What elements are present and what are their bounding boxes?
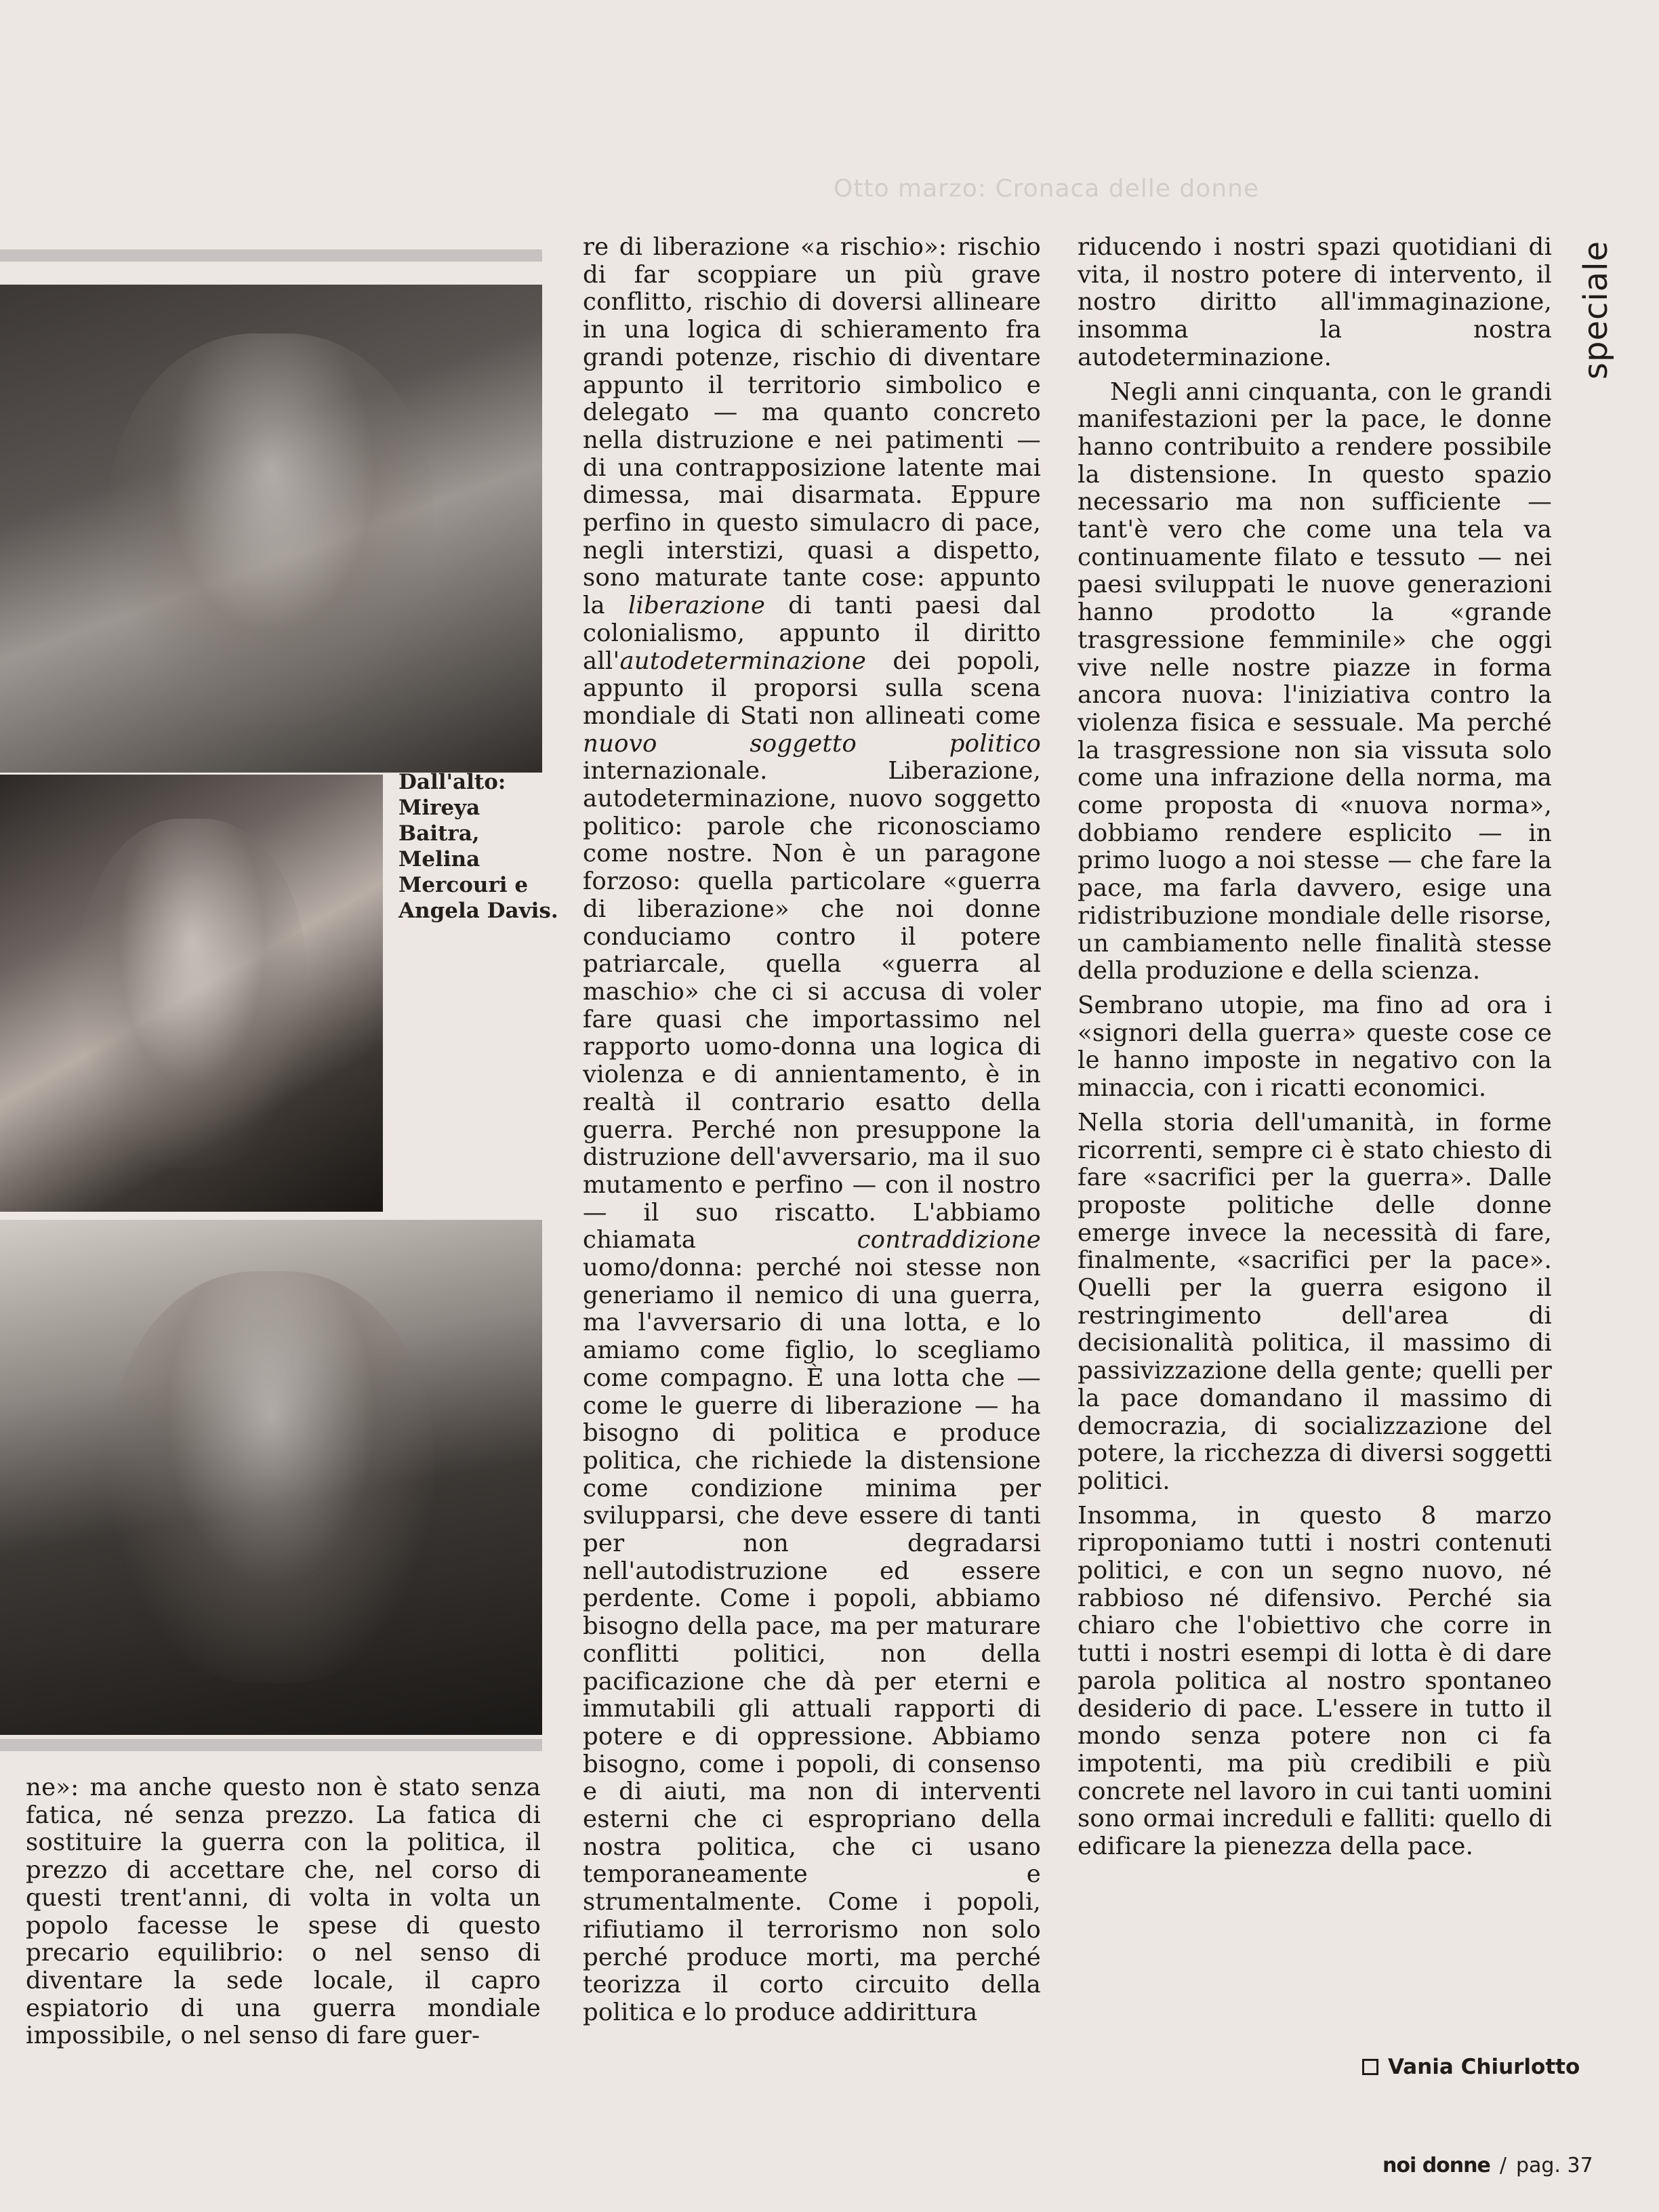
page-footer [1382, 2154, 1593, 2177]
paragraph: ne»: ma anche questo non è stato senza fatica, né senza prezzo. La fatica di sostituire la guerra con la politica, il prezzo di accettare che, nel corso di questi trent'anni, di volta in volta un popolo facesse le spese di questo precario equilibrio: o nel senso di diventare la sede locale, il capro espiatorio di una guerra mondiale impossibile, o nel senso di fare guer- [26, 1774, 541, 2050]
article-column-3 [1078, 234, 1552, 1861]
paragraph: riducendo i nostri spazi quotidiani di vita, il nostro potere di intervento, il nostro diritto all'immaginazione, insomma la nostra autodeterminazione. [1078, 233, 1552, 371]
article-column-2 [583, 234, 1041, 2027]
paragraph: Nella storia dell'umanità, in forme ricorrenti, sempre ci è stato chiesto di fare «sacrifici per la guerra». Dalle proposte politiche delle donne emerge invece la necessità di fare, finalmente, «sacrifici per la pace». Quelli per la guerra esigono il restringimento dell'area di decisionalità politica, il massimo di passivizzazione della gente; quelli per la pace domandano il massimo di democrazia, di socializzazione del potere, la ricchezza di diversi soggetti politici. [1078, 1108, 1552, 1495]
photo-top-rule [0, 249, 542, 262]
page-number: pag. 37 [1515, 2154, 1593, 2177]
photo-bottom-rule [0, 1739, 542, 1751]
photo-melina-mercouri [0, 775, 383, 1212]
paragraph: Sembrano utopie, ma fino ad ora i «signori della guerra» queste cose ce le hanno imposte in negativo con la minaccia, con i ricatti economici. [1078, 991, 1552, 1103]
author-byline: Vania Chiurlotto [1362, 2055, 1580, 2079]
footer-separator: / [1499, 2154, 1507, 2177]
section-label: speciale [1577, 240, 1615, 380]
square-bullet-icon [1362, 2059, 1378, 2075]
paragraph: re di liberazione «a rischio»: rischio di far scoppiare un più grave conflitto, rischio di doversi allineare in una logica di schieramento fra grandi potenze, rischio di diventare appunto il territorio simbolico e delegato — ma quanto concreto nella distruzione e nei patimenti — di una contrapposizione latente mai dimessa, mai disarmata. Eppure perfino in questo simulacro di pace, negli interstizi, quasi a dispetto, sono maturate tante cose: appunto la liberazione di tanti paesi dal colonialismo, appunto il diritto all'autodeterminazione dei popoli, appunto il proporsi sulla scena mondiale di Stati non allineati come nuovo soggetto politico internazionale. Liberazione, autodeterminazione, nuovo soggetto politico: parole che riconosciamo come nostre. Non è un paragone forzoso: quella particolare «guerra di liberazione» che noi donne conduciamo contro il potere patriarcale, quella «guerra al maschio» che ci si accusa di voler fare quasi che importassimo nel rapporto uomo-donna una logica di violenza e di annientamento, è in realtà il contrario esatto della guerra. Perché non presuppone la distruzione dell'avversario, ma il suo mutamento e perfino — con il nostro — il suo riscatto. L'abbiamo chiamata contraddizione uomo/donna: perché noi stesse non generiamo il nemico di una guerra, ma l'avversario di una lotta, e lo amiamo come figlio, lo scegliamo come compagno. È una lotta che — come le guerre di liberazione — ha bisogno di politica e produce politica, che richiede la distensione come condizione minima per svilupparsi, che deve essere di tanti per non degradarsi nell'autodistruzione ed essere perdente. Come i popoli, abbiamo bisogno della pace, ma per maturare conflitti politici, non della pacificazione che dà per eterni e immutabili gli attuali rapporti di potere e di oppressione. Abbiamo bisogno, come i popoli, di consenso e di aiuti, ma non di interventi esterni che ci espropriano della nostra politica, che ci usano temporaneamente e strumentalmente. Come i popoli, rifiutiamo il terrorismo non solo perché produce morti, ma perché teorizza il corto circuito della politica e lo produce addirittura [583, 233, 1041, 2026]
paragraph: Insomma, in questo 8 marzo riproponiamo tutti i nostri contenuti politici, e con un segno nuovo, né rabbioso né difensivo. Perché sia chiaro che l'obiettivo che corre in tutti i nostri esempi di lotta è di dare parola politica al nostro spontaneo desiderio di pace. L'essere in tutto il mondo senza potere non ci fa impotenti, ma più credibili e più concrete nel lavoro in cui tanti uomini sono ormai increduli e falliti: quello di edificare la pienezza della pace. [1078, 1501, 1552, 1861]
photo-caption: Dall'alto: Mireya Baitra, Melina Mercouri e Angela Davis. [398, 770, 558, 923]
bleed-through-text: Otto marzo: Cronaca delle donne [834, 175, 1260, 203]
photo-mireya-baitra [0, 285, 542, 773]
paragraph: Negli anni cinquanta, con le grandi manifestazioni per la pace, le donne hanno contribuito a rendere possibile la distensione. In questo spazio necessario ma non sufficiente — tant'è vero che come una tela va continuamente filato e tessuto — nei paesi sviluppati le nuove generazioni hanno prodotto la «grande trasgressione femminile» che oggi vive nelle nostre piazze in forma ancora nuova: l'iniziativa contro la violenza fisica e sessuale. Ma perché la trasgressione non sia vissuta solo come una infrazione della norma, ma come proposta di «nuova norma», dobbiamo rendere esplicito — in primo luogo a noi stesse — che fare la pace, ma farla davvero, esige una ridistribuzione mondiale delle risorse, un cambiamento nelle finalità stesse della produzione e della scienza. [1078, 377, 1552, 985]
photo-angela-davis [0, 1220, 542, 1735]
magazine-brand: noi donne [1382, 2154, 1490, 2177]
article-column-1 [26, 1774, 541, 2050]
